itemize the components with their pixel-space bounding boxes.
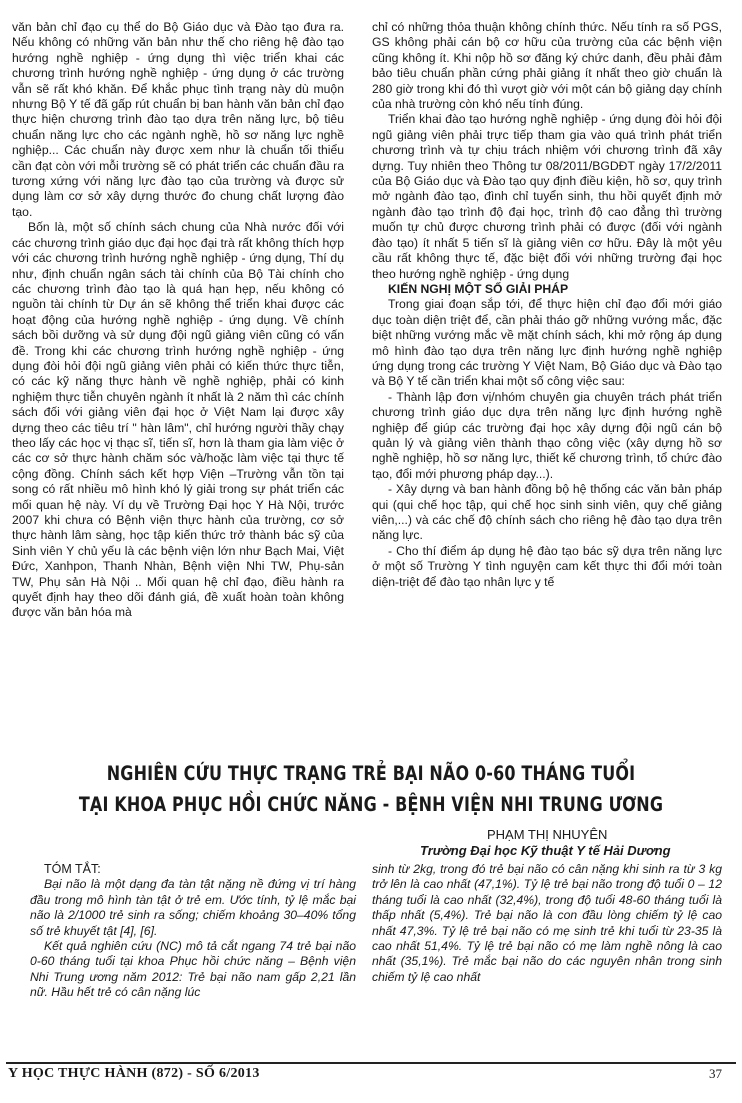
abstract-right: [372, 862, 722, 985]
abstract-paragraph: Bại não là một dạng đa tàn tật nặng nề đứng vị trí hàng đầu trong mô hình tàn tật ở trẻ em. Ước tính, tỷ lệ mắc bại não là 2/1000 trẻ sinh ra sống; chiếm khoảng 30–40% tổng số trẻ khuyết tật [4], [6].: [30, 877, 356, 938]
abstract-paragraph: sinh từ 2kg, trong đó trẻ bại não có cân nặng khi sinh ra từ 3 kg trở lên là cao nhất (47,1%). Tỷ lệ trẻ bại não trong độ tuổi 0 – 12 tháng tuổi là cao nhất (32,4%), trong độ tuổi 48-60 tháng tuổi là thấp nhất (5,4%). Trẻ bại não là con đầu lòng chiếm tỷ lệ cao nhất 47,3%. Tỷ lệ trẻ bại não có mẹ sinh trẻ khi tuổi từ 23-35 là cao nhất 51,4%. Tỷ lệ trẻ bại não có mẹ làm nghề nông là cao nhất (35,1%). Trẻ mắc bại não do các nguyên nhân trong sinh chiếm tỷ lệ cao nhất: [372, 862, 722, 984]
author-block: [420, 827, 720, 859]
author-name: PHẠM THỊ NHUYÊN: [487, 827, 608, 842]
abstract-paragraph: Kết quả nghiên cứu (NC) mô tả cắt ngang 74 trẻ bại não 0-60 tháng tuổi tại khoa Phục hồi chức năng – Bệnh viện Nhi Trung ương năm 2012: Trẻ bại não nam gấp 2,21 lần nữ. Hầu hết trẻ có cân nặng lúc: [30, 939, 356, 1000]
paragraph: Bốn là, một số chính sách chung của Nhà nước đối với các chương trình giáo dục đại học đại trà rất không thích hợp với các chương trình hướng nghề nghiệp - ứng dụng, Thí dụ như, định chuẩn ngân sách tài chính của Bộ Tài chính cho các chương trình đào tạo là quá hạn hẹp, nếu không có nguồn tài chính từ Dự án sẽ không thể triển khai được các hoạt động của hướng nghề nghiệp - ứng dụng. Về chính sách bồi dưỡng và sử dụng đội ngũ giảng viên cũng có vấn đề. Trong khi các chương trình hướng nghề nghiệp - ứng dụng đòi hỏi đội ngũ giảng viên phải có kiến thức thực tiễn, có các kỹ năng thực hành về nghề nghiệp, phải có kinh nghiệm thực tiễn chuyên ngành ít nhất là 2 năm thì các chính sách đối với giảng viên đại học ở Việt Nam lại được xây dựng theo các tiêu trí " hàn lâm", chỉ hướng người thầy chạy theo lấy các học vị thạc sĩ, tiến sĩ, hơn là tham gia làm việc ở các cơ sở thực hành chăm sóc và/hoặc làm việc tại thực tế cộng đồng. Chính sách kết hợp Viện –Trường vẫn tồn tại song có rất nhiều mô hình khó lý giải trong sự phát triển các mối quan hệ này. Ví dụ về Trường Đại học Y Hà Nội, trước 2007 khi chưa có Bệnh viện thực hành của trường, cơ sở thực hành lâm sàng, học tập kiến thức trở thành bác sỹ của Sinh viên Y chủ yếu là các bệnh viện lớn như Bạch Mai, Việt Đức, Xanhpon, Thanh Nhàn, Bệnh viện Nhi TW, Phụ-sản TW, Phụ sản Hà Nội .. Mối quan hệ chỉ đạo, điều hành ra quyết định hay theo dõi đánh giá, đề xuất hoàn toàn không được văn bản hóa mà: [12, 220, 344, 620]
author-affiliation: Trường Đại học Kỹ thuật Y tế Hải Dương: [420, 843, 671, 858]
article-title-line-1: NGHIÊN CỨU THỰC TRẠNG TRẺ BẠI NÃO 0-60 THÁNG TUỔI: [106, 762, 636, 785]
paragraph: Triển khai đào tạo hướng nghề nghiệp - ứng dụng đòi hỏi đội ngũ giảng viên phải trực tiếp tham gia vào quá trình phát triển chương trình và tự chịu trách nhiệm với chương trình đã xây dựng. Tuy nhiên theo Thông tư 08/2011/BGDĐT ngày 17/2/2011 của Bộ Giáo dục và Đào tạo quy định điều kiện, hồ sơ, quy trình mở ngành đào tạo, đình chỉ tuyển sinh, thu hồi quyết định mở ngành đào tạo trình độ đại học, trình độ cao đẳng thì trường muốn tự chủ được chương trình phải có được (đối với ngành đào tạo) ít nhất 5 tiến sĩ là giảng viên cơ hữu. Đây là một yêu cầu rất không thực tế, đặc biệt đối với những trường đại học theo hướng nghề nghiệp - ứng dụng: [372, 112, 722, 281]
paragraph: - Cho thí điểm áp dụng hệ đào tạo bác sỹ dựa trên năng lực ở một số Trường Y tình nguyện cam kết thực thi đổi mới toàn diện-triệt để đào tạo nhân lực y tế: [372, 543, 722, 589]
paragraph: chỉ có những thỏa thuận không chính thức. Nếu tính ra số PGS, GS không phải cán bộ cơ hữu của trường của các bệnh viện cũng không ít. Khi nộp hồ sơ đăng ký chức danh, đều phải đảm bảo tiêu chuẩn phần cứng phải giảng ít nhất theo giờ chuẩn là 280 giờ trong khi đó thì vượt giờ với một cán bộ giảng dạy chính của nhà trường còn khó nếu tính đúng.: [372, 20, 722, 112]
paragraph: - Xây dựng và ban hành đồng bộ hệ thống các văn bản pháp qui (qui chế học tập, qui chế học sinh sinh viên, quy chế giảng viên,...) và các chế độ chính sách cho riêng hệ đào tạo dựa trên năng lực.: [372, 482, 722, 543]
journal-footer: Y HỌC THỰC HÀNH (872) - SỐ 6/2013: [8, 1066, 260, 1081]
paragraph: - Thành lập đơn vị/nhóm chuyên gia chuyên trách phát triển chương trình giáo dục dựa trên năng lực định hướng nghề nghiệp để giúp các trường đại học xây dựng đội ngũ cán bộ quản lý và giảng viên thành thạo công việc (xây dựng hồ sơ nghề nghiệp, hồ sơ năng lực, thiết kế chương trình, tổ chức đào tạo, đổi mới phương pháp dạy...).: [372, 389, 722, 481]
paragraph: Trong giai đoạn sắp tới, để thực hiện chỉ đạo đổi mới giáo dục toàn diện triệt để, cần phải tháo gỡ những vướng mắc, đặc biệt những vướng mắc về mặt chính sách, khi mở rộng áp dụng mô hình đào tạo dựa trên năng lực định hướng nghề nghiệp ứng dụng trong các trường Y Việt Nam, Bộ Giáo dục và Đào tạo và Bộ Y tế cần triển khai một số công việc sau:: [372, 297, 722, 389]
article-title-line-2: TẠI KHOA PHỤC HỒI CHỨC NĂNG - BỆNH VIỆN NHI TRUNG ƯƠNG: [78, 793, 664, 816]
left-column: [12, 20, 344, 621]
page-number: 37: [709, 1066, 722, 1081]
footer-divider: [6, 1062, 736, 1064]
right-column: [372, 20, 722, 590]
abstract-left: [30, 862, 356, 1001]
section-heading: KIẾN NGHỊ MỘT SỐ GIẢI PHÁP: [388, 281, 569, 296]
abstract-heading: TÓM TẮT:: [44, 862, 101, 876]
paragraph: văn bản chỉ đạo cụ thể do Bộ Giáo dục và Đào tạo đưa ra. Nếu không có những văn bản như thế cho riêng hệ đào tạo hướng nghề nghiệp - ứng dụng thì việc triển khai các chương trình hướng nghề nghiệp - ứng dụng ở các trường vẫn sẽ rất khó khăn. Để khắc phục tình trạng này dù muộn nhưng Bộ Y tế đã gấp rút chuẩn bị ban hành văn bản chỉ đạo thực hiện chương trình đào tạo dựa trên năng lực, bộ tiêu chuẩn năng lực cho các ngành nghề, hồ sơ năng lực nghề nghiệp... Các chuẩn này được xem như là chuẩn tối thiểu cần đạt còn với mỗi trường sẽ có phát triển các chuẩn đầu ra tương xứng với năng lực đào tạo của trường và được sử dụng làm cơ sở xây dựng thước đo chung chất lượng đào tạo.: [12, 20, 344, 219]
